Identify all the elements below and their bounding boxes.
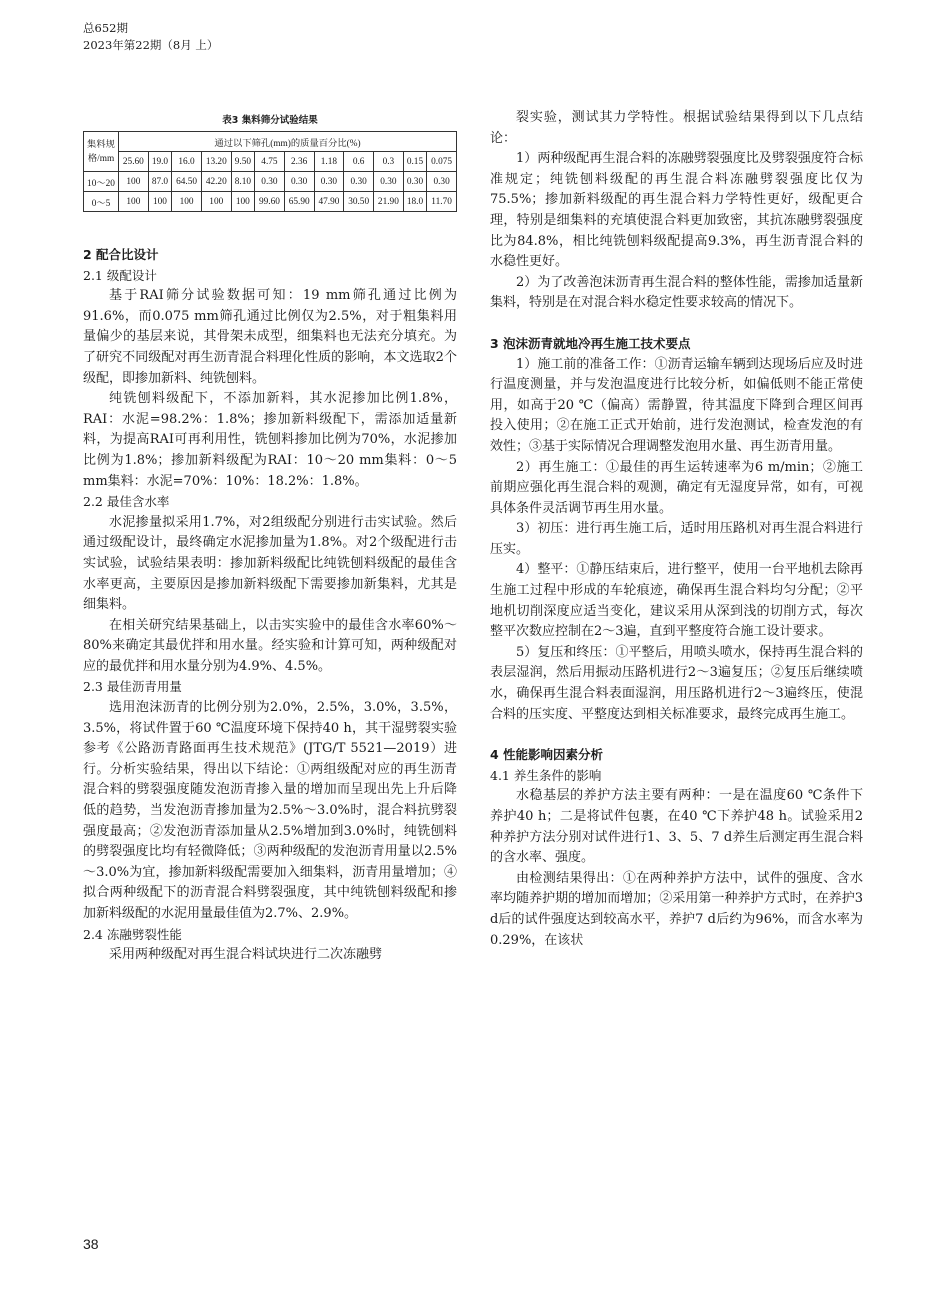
subsection-heading: 2.3 最佳沥青用量 — [83, 679, 182, 695]
sieve-size: 0.075 — [427, 152, 457, 172]
paragraph: 水泥掺量拟采用1.7%，对2组级配分别进行击实试验。然后通过级配设计，最终确定水泥掺加量为1.8%。对2个级配进行击实试验，试验结果表明：掺加新料级配比纯铣刨料级配的最佳含水率更高，主要原因是掺加新料级配下需要掺加新集料，尤其是细集料。 — [83, 514, 457, 613]
table-cell: 0.30 — [374, 172, 404, 192]
issue-total: 总652期 — [83, 21, 128, 35]
table-header-row — [84, 132, 457, 152]
paragraph: 3）初压：进行再生施工后，适时用压路机对再生混合料进行压实。 — [490, 521, 863, 557]
table-row — [84, 192, 457, 212]
table-cell: 0.30 — [344, 172, 374, 192]
table-cell: 0.30 — [403, 172, 426, 192]
subsection-heading: 4.1 养生条件的影响 — [490, 767, 602, 783]
journal-header — [83, 20, 218, 54]
sieve-size: 13.20 — [201, 152, 231, 172]
paragraph: 2）为了改善泡沫沥青再生混合料的整体性能，需掺加适量新集料，特别是在对混合料水稳定性要求较高的情况下。 — [490, 274, 863, 311]
page-number: 38 — [83, 1236, 99, 1252]
table-cell: 47.90 — [314, 192, 344, 212]
paragraph: 水稳基层的养护方法主要有两种：一是在温度60 ℃条件下养护40 h；二是将试件包裹，在40 ℃下养护48 h。试验采用2种养护方法分别对试件进行1、3、5、7 d养生后测定再生混合料的含水率、强度。 — [490, 788, 863, 866]
table-cell: 21.90 — [374, 192, 404, 212]
paragraph: 基于RAI筛分试验数据可知：19 mm筛孔通过比例为91.6%，而0.075 mm筛孔通过比例仅为2.5%，对于粗集料用量偏少的基层来说，其骨架未成型，细集料也无法充分填充。为了研究不同级配对再生沥青混合料理化性质的影响，本文选取2个级配，即掺加新料、纯铣刨料。 — [83, 288, 457, 386]
sieve-table — [83, 131, 457, 212]
table-cell: 100 — [172, 192, 202, 212]
subsection-heading: 2.2 最佳含水率 — [83, 494, 170, 510]
subsection-heading: 2.4 冻融劈裂性能 — [83, 926, 182, 942]
table-cell: 65.90 — [284, 192, 314, 212]
paragraph: 选用泡沫沥青的比例分别为2.0%，2.5%，3.0%，3.5%，3.5%，将试件置于60 ℃温度环境下保持40 h，其干湿劈裂实验参考《公路沥青路面再生技术规范》(JTG/T 5521—2019）进行。分析实验结果，得出以下结论：①两组级配对应的再生沥青混合料的劈裂强度随发泡沥青掺入量的增加而呈现出先上升后降低的趋势，当发泡沥青掺加量为2.5%～3.0%时，混合料抗劈裂强度最高；②发泡沥青添加量从2.5%增加到3.0%时，纯铣刨料的劈裂强度比均有轻微降低；③两种级配的发泡沥青用量以2.5%～3.0%为宜，掺加新料级配需要加入细集料，沥青用量增加；④拟合两种级配下的沥青混合料劈裂强度，其中纯铣刨料级配和掺加新料级配的水泥用量最佳值为2.7%、2.9%。 — [83, 700, 457, 921]
sieve-size: 0.6 — [344, 152, 374, 172]
sieve-size: 4.75 — [255, 152, 285, 172]
row-header: 集料规格/mm — [84, 132, 119, 172]
paragraph: 在相关研究结果基础上，以击实实验中的最佳含水率60%～80%来确定其最优拌和用水量。经实验和计算可知，两种级配对应的最优拌和用水量分别为4.9%、4.5%。 — [83, 617, 457, 674]
section-heading: 2 配合比设计 — [83, 247, 159, 262]
left-column — [83, 245, 457, 966]
right-column — [490, 108, 863, 951]
sieve-size: 25.60 — [119, 152, 149, 172]
table-cell: 100 — [231, 192, 254, 212]
section-heading: 3 泡沫沥青就地冷再生施工技术要点 — [490, 335, 691, 351]
paragraph: 纯铣刨料级配下，不添加新料，其水泥掺加比例1.8%，RAI：水泥=98.2%：1.8%；掺加新料级配下，需添加适量新料，为提高RAI可再利用性，铣刨料掺加比例为70%，水泥掺加比例为1.8%；掺加新料级配为RAI：10～20 mm集料：0～5 mm集料：水泥=70%：10%：18.2%：1.8%。 — [83, 391, 457, 489]
sieve-size: 19.0 — [148, 152, 171, 172]
table-cell: 11.70 — [427, 192, 457, 212]
paragraph: 2）再生施工：①最佳的再生运转速率为6 m/min；②施工前期应强化再生混合料的观测，确定有无湿度异常，如有，可视具体条件灵活调节再生用水量。 — [490, 459, 863, 516]
table-title: 表3 集料筛分试验结果 — [222, 115, 318, 126]
table-cell: 100 — [119, 192, 149, 212]
table-cell: 100 — [119, 172, 149, 192]
table-cell: 8.10 — [231, 172, 254, 192]
row-label: 0～5 — [84, 192, 119, 212]
sieve-size: 9.50 — [231, 152, 254, 172]
paragraph: 采用两种级配对再生混合料试块进行二次冻融劈 — [109, 947, 383, 963]
paragraph: 1）施工前的准备工作：①沥青运输车辆到达现场后应及时进行温度测量，并与发泡温度进行比较分析，如偏低则不能正常使用，如高于20 ℃（偏高）需静置，待其温度下降到合理区间再投入使用；②在施工正式开始前，进行发泡测试，检查发泡的有效性；③基于实际情况合理调整发泡用水量、再生沥青用量。 — [490, 356, 863, 454]
paragraph: 1）两种级配再生混合料的冻融劈裂强度比及劈裂强度符合标准规定；纯铣刨料级配的再生混合料冻融劈裂强度比仅为75.5%；掺加新料级配的再生混合料力学特性更好，级配更合理，特别是细集料的充填使混合料更加致密，其抗冻融劈裂强度比为84.8%，相比纯铣刨料级配提高9.3%，再生沥青混合料的水稳性更好。 — [490, 151, 863, 270]
table-cell: 64.50 — [172, 172, 202, 192]
paragraph: 由检测结果得出：①在两种养护方法中，试件的强度、含水率均随养护期的增加而增加；②采用第一种养护方式时，在养护3 d后的试件强度达到较高水平，养护7 d后约为96%，而含水率为0.29%，在该状 — [490, 870, 863, 948]
table-cell: 100 — [201, 192, 231, 212]
group-header: 通过以下筛孔(mm)的质量百分比(%) — [119, 132, 457, 152]
table-cell: 87.0 — [148, 172, 171, 192]
row-label: 10～20 — [84, 172, 119, 192]
table-cell: 0.30 — [314, 172, 344, 192]
sieve-size: 0.3 — [374, 152, 404, 172]
sieve-size: 16.0 — [172, 152, 202, 172]
sieve-size: 2.36 — [284, 152, 314, 172]
sieve-size: 1.18 — [314, 152, 344, 172]
table-cell: 0.30 — [255, 172, 285, 192]
paragraph: 5）复压和终压：①平整后，用喷头喷水，保持再生混合料的表层湿润，然后用振动压路机进行2～3遍复压；②复压后继续喷水，确保再生混合料表面湿润，用压路机进行2～3遍终压，使混合料的压实度、平整度达到相关标准要求，最终完成再生施工。 — [490, 644, 863, 722]
table-cell: 99.60 — [255, 192, 285, 212]
table-cell: 0.30 — [427, 172, 457, 192]
section-heading: 4 性能影响因素分析 — [490, 747, 604, 763]
table-cell: 0.30 — [284, 172, 314, 192]
table-cell: 42.20 — [201, 172, 231, 192]
table-cell: 18.0 — [403, 192, 426, 212]
sieve-size-row — [84, 152, 457, 172]
table-row — [84, 172, 457, 192]
table-cell: 30.50 — [344, 192, 374, 212]
table-cell: 100 — [148, 192, 171, 212]
paragraph: 4）整平：①静压结束后，进行整平，使用一台平地机去除再生施工过程中形成的车轮痕迹，确保再生混合料均匀分配；②平地机切削深度应适当变化，建议采用从深到浅的切削方式，每次整平次数应控制在2～3遍，直到平整度符合施工设计要求。 — [490, 562, 863, 640]
subsection-heading: 2.1 级配设计 — [83, 267, 157, 283]
paragraph: 裂实验，测试其力学特性。根据试验结果得到以下几点结论： — [490, 110, 863, 146]
sieve-size: 0.15 — [403, 152, 426, 172]
issue-date: 2023年第22期（8月 上） — [83, 38, 219, 52]
